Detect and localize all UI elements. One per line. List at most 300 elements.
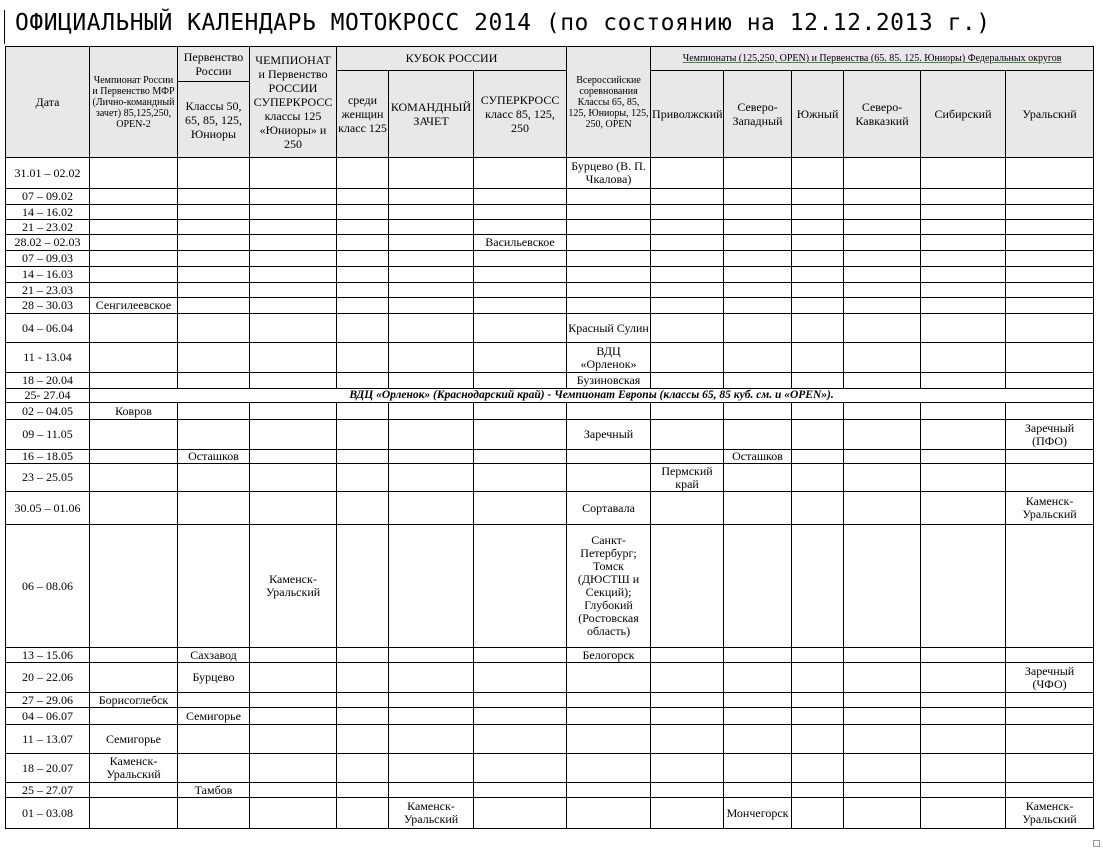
event-cell [724,298,792,314]
date-cell: 02 – 04.05 [6,403,90,420]
event-cell: Борисоглебск [90,693,178,708]
event-cell [250,189,337,205]
event-cell [474,464,567,492]
event-cell [250,314,337,343]
header-pervenstvo: Первенство России [178,47,250,82]
event-cell: Заречный (ЧФО) [1006,663,1094,693]
date-cell: 11 - 13.04 [6,343,90,373]
event-cell [474,708,567,725]
event-cell [474,403,567,420]
event-cell [792,267,844,283]
date-cell: 21 – 23.02 [6,220,90,235]
event-cell [90,158,178,189]
date-cell: 14 – 16.02 [6,205,90,220]
event-cell [178,235,250,251]
event-cell [1006,464,1094,492]
date-cell: 07 – 09.02 [6,189,90,205]
event-cell [250,492,337,525]
event-cell [1006,298,1094,314]
event-cell [1006,648,1094,663]
event-cell [178,343,250,373]
event-cell [389,725,474,754]
event-cell [90,235,178,251]
event-cell [567,693,651,708]
event-cell [389,464,474,492]
event-cell [337,373,389,389]
event-cell [1006,189,1094,205]
table-row [6,663,1094,693]
event-cell [389,492,474,525]
event-cell [844,373,921,389]
event-cell [178,403,250,420]
event-cell [1006,343,1094,373]
event-cell [90,783,178,798]
event-cell [921,283,1006,298]
header-kubok-team: КОМАНДНЫЙ ЗАЧЕТ [389,71,474,158]
event-cell [921,420,1006,450]
event-cell [389,525,474,648]
event-cell [337,158,389,189]
event-cell [90,525,178,648]
event-cell [389,158,474,189]
event-cell [921,205,1006,220]
event-cell [921,158,1006,189]
event-cell [337,251,389,267]
event-cell [724,373,792,389]
event-cell [651,220,724,235]
event-cell [567,403,651,420]
event-cell [724,648,792,663]
event-cell [567,189,651,205]
event-cell [474,420,567,450]
table-row [6,693,1094,708]
table-row [6,298,1094,314]
event-cell [567,663,651,693]
event-cell [337,403,389,420]
event-cell [250,235,337,251]
event-cell [90,648,178,663]
event-cell [724,403,792,420]
event-cell [844,314,921,343]
event-cell [178,220,250,235]
date-cell: 31.01 – 02.02 [6,158,90,189]
event-cell [1006,783,1094,798]
event-cell [724,205,792,220]
event-cell [250,298,337,314]
event-cell [337,464,389,492]
event-cell [724,220,792,235]
date-cell: 04 – 06.04 [6,314,90,343]
table-row [6,450,1094,464]
event-cell [337,663,389,693]
event-cell [651,783,724,798]
event-cell [250,798,337,829]
event-cell: Заречный [567,420,651,450]
table-row [6,158,1094,189]
event-cell [567,754,651,783]
event-cell [250,251,337,267]
event-cell [844,754,921,783]
event-cell [178,492,250,525]
event-cell: Пермский край [651,464,724,492]
table-row [6,708,1094,725]
event-cell [389,251,474,267]
event-cell [844,783,921,798]
event-cell [921,464,1006,492]
event-cell [337,420,389,450]
event-cell [389,235,474,251]
event-cell [792,525,844,648]
event-cell [389,450,474,464]
event-cell [567,251,651,267]
event-cell [792,189,844,205]
event-cell [474,251,567,267]
event-cell [921,525,1006,648]
event-cell: Бурцево [178,663,250,693]
event-cell: Ковров [90,403,178,420]
event-cell [567,464,651,492]
event-cell [844,403,921,420]
event-cell [337,798,389,829]
event-cell [651,267,724,283]
table-row [6,492,1094,525]
event-cell [337,693,389,708]
event-cell [337,708,389,725]
event-cell [389,267,474,283]
event-cell [178,267,250,283]
event-cell [474,314,567,343]
event-cell [90,450,178,464]
event-cell [250,783,337,798]
event-cell [792,648,844,663]
event-cell [337,235,389,251]
header-allrussian: Всероссийские соревнования Классы 65, 85, 125, Юниоры, 125, 250, OPEN [567,47,651,158]
event-cell: Каменск-Уральский [1006,798,1094,829]
event-cell [250,648,337,663]
event-cell [921,725,1006,754]
table-row [6,403,1094,420]
event-cell [337,648,389,663]
event-cell [651,492,724,525]
event-cell [792,663,844,693]
table-row [6,798,1094,829]
event-cell: Васильевское [474,235,567,251]
event-cell [921,754,1006,783]
event-cell [1006,283,1094,298]
event-cell: Санкт-Петербург; Томск (ДЮСТШ и Секций); Глубокий (Ростовская область) [567,525,651,648]
event-cell [567,725,651,754]
event-cell [250,464,337,492]
event-cell [250,663,337,693]
table-row [6,235,1094,251]
event-cell [567,220,651,235]
event-cell [651,525,724,648]
event-cell [844,235,921,251]
event-cell: Осташков [178,450,250,464]
event-cell [389,189,474,205]
event-cell [1006,220,1094,235]
event-cell [389,708,474,725]
table-row [6,725,1094,754]
date-cell: 23 – 25.05 [6,464,90,492]
event-cell [844,464,921,492]
date-cell: 14 – 16.03 [6,267,90,283]
table-row [6,420,1094,450]
event-cell [178,464,250,492]
event-cell [474,267,567,283]
event-cell [474,783,567,798]
event-cell [844,450,921,464]
event-cell [250,158,337,189]
event-cell [724,663,792,693]
event-cell: Заречный (ПФО) [1006,420,1094,450]
event-cell: Бурцево (В. П. Чкалова) [567,158,651,189]
event-cell [921,373,1006,389]
event-cell [651,420,724,450]
event-cell [921,450,1006,464]
date-cell: 28 – 30.03 [6,298,90,314]
event-cell [792,235,844,251]
event-cell [1006,725,1094,754]
event-cell [724,343,792,373]
event-cell [921,492,1006,525]
event-cell: Семигорье [178,708,250,725]
event-cell [90,314,178,343]
table-row [6,373,1094,389]
resize-handle [1093,840,1100,847]
header-fed-privolzhsky: Приволжский [651,71,724,158]
event-cell [651,283,724,298]
table-row [6,343,1094,373]
event-cell [474,492,567,525]
event-cell [389,205,474,220]
header-kubok-women: среди женщин класс 125 [337,71,389,158]
event-cell [792,754,844,783]
header-pervenstvo-classes: Классы 50, 65, 85, 125, Юниоры [178,82,250,158]
event-cell [1006,205,1094,220]
table-row [6,389,1094,403]
event-cell [178,314,250,343]
event-cell [250,754,337,783]
date-cell: 25- 27.04 [6,389,90,403]
event-cell [474,283,567,298]
event-cell [389,420,474,450]
event-cell [389,220,474,235]
date-cell: 30.05 – 01.06 [6,492,90,525]
date-cell: 11 – 13.07 [6,725,90,754]
event-cell [792,725,844,754]
event-cell [921,783,1006,798]
event-cell [724,235,792,251]
event-cell [921,220,1006,235]
event-cell [651,450,724,464]
event-cell [792,708,844,725]
event-cell [651,754,724,783]
event-cell [724,525,792,648]
table-row [6,267,1094,283]
event-cell [844,693,921,708]
event-cell [651,158,724,189]
event-cell [250,693,337,708]
event-cell [792,693,844,708]
event-cell: Каменск-Уральский [90,754,178,783]
event-cell [178,251,250,267]
page-title: ОФИЦИАЛЬНЫЙ КАЛЕНДАРЬ МОТОКРОСС 2014 (по состоянию на 12.12.2013 г.) [4,10,991,44]
event-cell [651,205,724,220]
event-cell [651,725,724,754]
event-cell [921,235,1006,251]
event-cell [389,648,474,663]
event-cell [844,343,921,373]
event-cell [250,373,337,389]
event-cell: Осташков [724,450,792,464]
event-cell [567,708,651,725]
event-cell [178,754,250,783]
event-cell [474,298,567,314]
event-cell [724,725,792,754]
event-cell [1006,450,1094,464]
event-cell [921,267,1006,283]
event-cell [724,693,792,708]
event-cell [90,464,178,492]
event-cell [792,492,844,525]
event-cell [844,525,921,648]
event-cell [474,754,567,783]
event-cell [921,798,1006,829]
event-cell [90,798,178,829]
event-cell [844,298,921,314]
event-cell [651,798,724,829]
event-cell [474,648,567,663]
event-cell [90,283,178,298]
event-cell [337,314,389,343]
table-row [6,283,1094,298]
date-cell: 06 – 08.06 [6,525,90,648]
event-cell [474,525,567,648]
event-cell [651,648,724,663]
event-cell [1006,693,1094,708]
event-cell [250,267,337,283]
table-row [6,314,1094,343]
event-cell [724,464,792,492]
event-cell [567,205,651,220]
event-cell [1006,708,1094,725]
event-cell [389,693,474,708]
event-cell [1006,754,1094,783]
event-cell: Сортавала [567,492,651,525]
event-cell [389,283,474,298]
event-cell [921,648,1006,663]
event-cell [178,525,250,648]
event-cell [337,725,389,754]
event-cell: Сенгилеевское [90,298,178,314]
event-cell [724,420,792,450]
event-cell [1006,251,1094,267]
event-cell: Мончегорск [724,798,792,829]
event-cell [90,492,178,525]
event-cell [792,420,844,450]
event-cell [90,663,178,693]
event-cell [651,189,724,205]
date-cell: 28.02 – 02.03 [6,235,90,251]
event-cell [474,693,567,708]
calendar-table [5,46,1094,829]
event-cell [921,298,1006,314]
event-cell [651,235,724,251]
event-cell [792,298,844,314]
date-cell: 04 – 06.07 [6,708,90,725]
event-cell [178,725,250,754]
event-cell [567,298,651,314]
event-cell [921,251,1006,267]
event-cell [724,314,792,343]
event-cell [792,220,844,235]
header-fed-uralsky: Уральский [1006,71,1094,158]
event-cell [337,525,389,648]
event-cell [337,450,389,464]
date-cell: 21 – 23.03 [6,283,90,298]
event-cell [844,267,921,283]
event-cell [337,754,389,783]
event-cell [250,403,337,420]
event-cell [844,220,921,235]
header-fed-sibirsky: Сибирский [921,71,1006,158]
event-cell [724,783,792,798]
event-cell [792,343,844,373]
event-cell [844,251,921,267]
event-cell [844,420,921,450]
event-cell [178,298,250,314]
header-date: Дата [6,47,90,158]
event-cell [844,492,921,525]
date-cell: 25 – 27.07 [6,783,90,798]
date-cell: 18 – 20.07 [6,754,90,783]
event-cell [724,267,792,283]
table-row [6,251,1094,267]
event-cell [792,283,844,298]
header-fed-severo-kavkazky: Северо-Кавказкий [844,71,921,158]
event-cell: Каменск-Уральский [1006,492,1094,525]
event-cell [90,220,178,235]
event-cell [724,158,792,189]
event-cell [178,373,250,389]
event-cell [651,298,724,314]
table-row [6,525,1094,648]
event-cell [389,314,474,343]
event-cell [724,283,792,298]
event-cell [178,189,250,205]
event-cell [178,420,250,450]
event-cell [844,648,921,663]
header-kubok: КУБОК РОССИИ [337,47,567,71]
event-cell [389,343,474,373]
table-row [6,754,1094,783]
event-cell [389,754,474,783]
event-cell [250,420,337,450]
event-cell [474,663,567,693]
event-cell [250,283,337,298]
event-cell [389,373,474,389]
event-cell [651,314,724,343]
date-cell: 27 – 29.06 [6,693,90,708]
event-cell [337,189,389,205]
event-cell [792,314,844,343]
header-fed-yuzhny: Южный [792,71,844,158]
event-cell [921,708,1006,725]
date-cell: 13 – 15.06 [6,648,90,663]
event-cell [651,663,724,693]
event-cell [921,663,1006,693]
